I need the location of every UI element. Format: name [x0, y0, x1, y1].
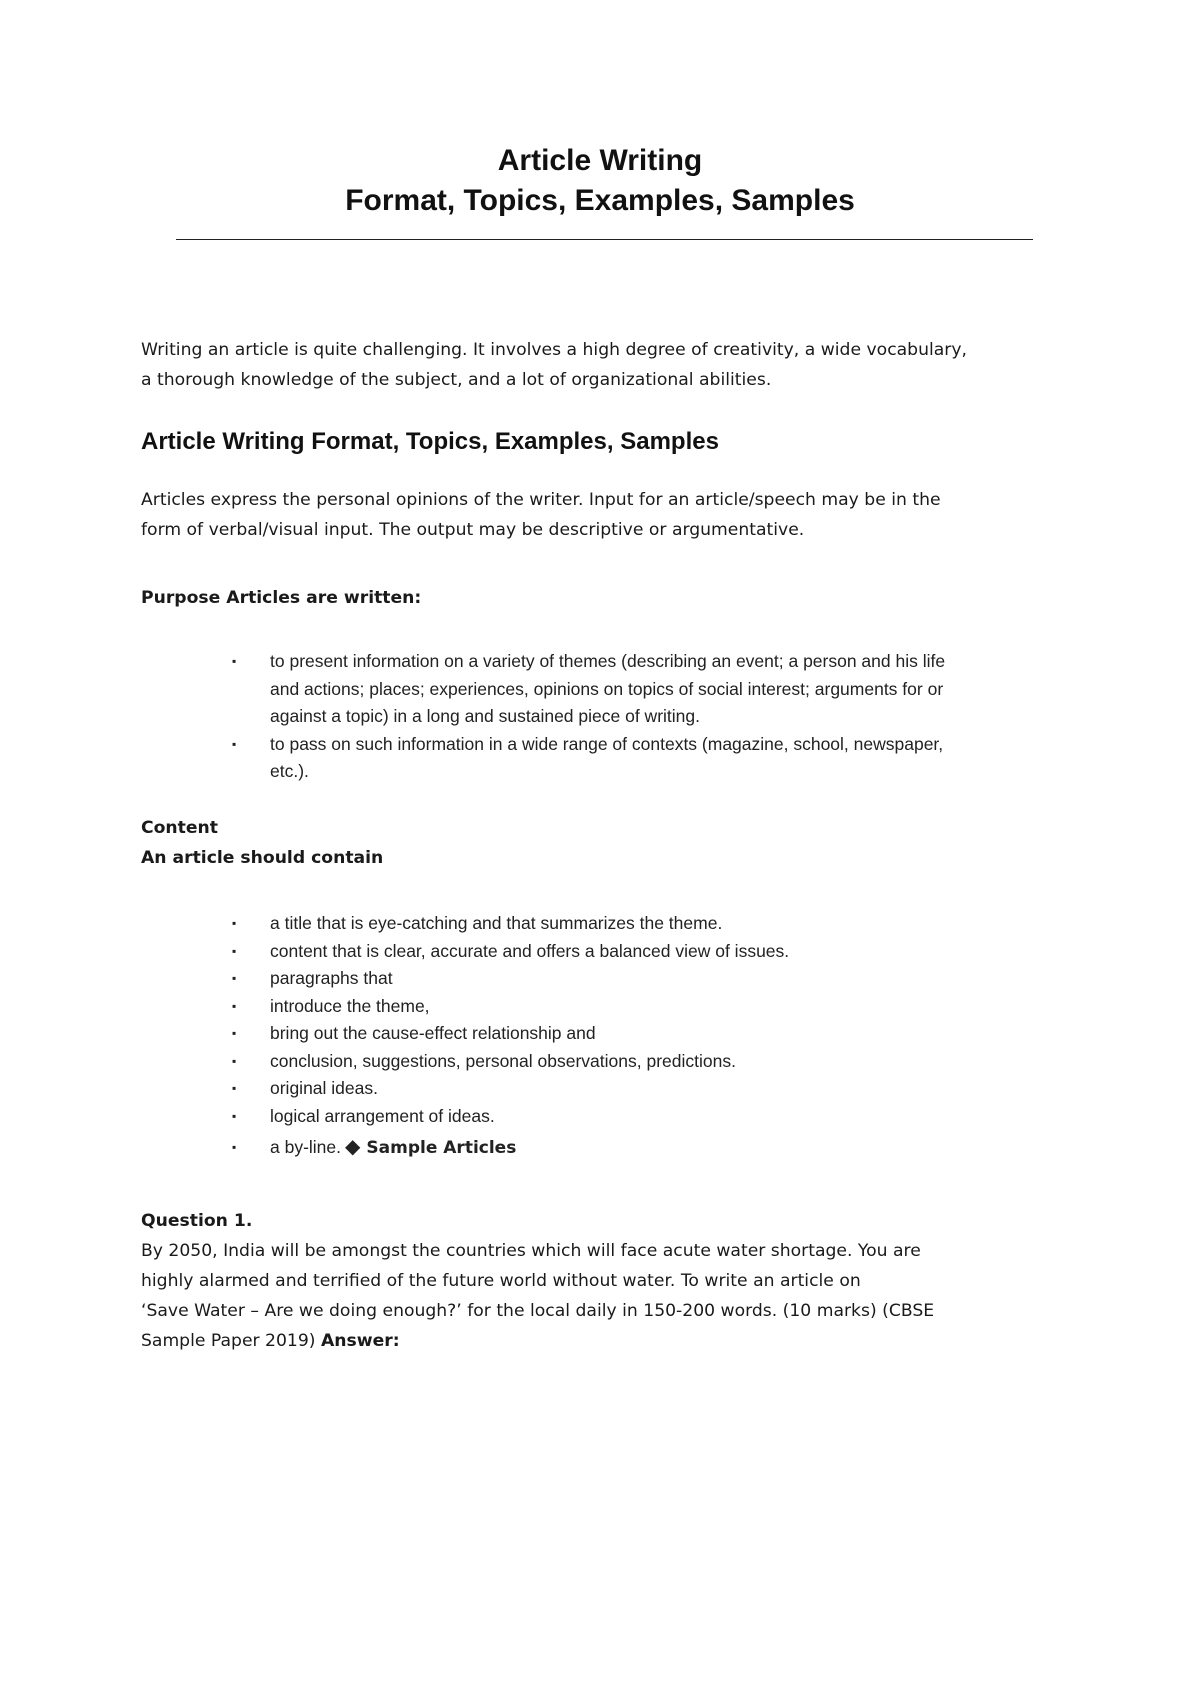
list-item: ▪ conclusion, suggestions, personal observations, predictions. — [232, 1048, 1062, 1076]
description-line-2: form of verbal/visual input. The output may be descriptive or argumentative. — [141, 520, 805, 540]
list-item-continuation: against a topic) in a long and sustained piece of writing. — [270, 706, 700, 726]
list-item: ▪ original ideas. — [232, 1075, 1062, 1103]
bullet-icon: ▪ — [232, 1026, 237, 1040]
answer-label: Answer: — [320, 1331, 400, 1351]
sample-articles-label: Sample Articles — [366, 1138, 517, 1158]
bullet-icon: ▪ — [232, 943, 237, 958]
title-line-2: Format, Topics, Examples, Samples — [345, 184, 855, 217]
list-item: ▪ introduce the theme, — [232, 993, 1062, 1021]
diamond-icon: ◆ — [345, 1136, 361, 1158]
section-heading: Article Writing Format, Topics, Examples, Samples — [141, 428, 719, 455]
contain-heading: An article should contain — [141, 848, 384, 868]
question-line-2: highly alarmed and terrified of the future world without water. To write an article on — [141, 1271, 861, 1291]
bullet-icon: ▪ — [232, 916, 237, 930]
question-line-1: By 2050, India will be amongst the countries which will face acute water shortage. You are — [141, 1241, 921, 1261]
list-item: ▪ a title that is eye-catching and that summarizes the theme. — [232, 910, 1062, 938]
bullet-icon: ▪ — [232, 1108, 237, 1123]
list-item: ▪ paragraphs that — [232, 965, 1062, 993]
bullet-icon: ▪ — [232, 736, 237, 751]
list-item: ▪ bring out the cause-effect relationship and — [232, 1020, 1062, 1048]
title-line-1: Article Writing — [497, 144, 703, 177]
description-line-1: Articles express the personal opinions of the writer. Input for an article/speech may be in the — [141, 490, 941, 510]
question-line-4 — [141, 1326, 1061, 1356]
title-block — [0, 141, 1200, 221]
list-item: ▪ to present information on a variety of themes (describing an event; a person and his life — [232, 648, 1062, 676]
question-label: Question 1. — [141, 1211, 253, 1231]
question-line-4-text: Sample Paper 2019) — [141, 1331, 321, 1351]
contain-list — [232, 910, 1062, 1163]
list-item: ▪ a by-line. ◆ Sample Articles — [232, 1134, 1062, 1163]
bullet-icon: ▪ — [232, 1081, 237, 1095]
intro-line-1: Writing an article is quite challenging. It involves a high degree of creativity, a wide vocabulary, — [141, 340, 967, 360]
question-line-3: ‘Save Water – Are we doing enough?’ for the local daily in 150-200 words. (10 marks) (CBSE — [141, 1301, 935, 1321]
list-item: ▪ logical arrangement of ideas. — [232, 1103, 1062, 1131]
bullet-icon: ▪ — [232, 654, 237, 668]
intro-line-2: a thorough knowledge of the subject, and a lot of organizational abilities. — [141, 370, 772, 390]
list-item: ▪ content that is clear, accurate and offers a balanced view of issues. — [232, 938, 1062, 966]
bullet-icon: ▪ — [232, 971, 237, 985]
purpose-list — [232, 648, 1062, 786]
list-item-continuation: and actions; places; experiences, opinions on topics of social interest; arguments for or — [270, 678, 944, 699]
bullet-icon: ▪ — [232, 998, 237, 1013]
list-item: ▪ to pass on such information in a wide range of contexts (magazine, school, newspaper, — [232, 731, 1062, 759]
bullet-icon: ▪ — [232, 1140, 237, 1154]
list-item-continuation: etc.). — [270, 761, 309, 781]
title-underline — [176, 239, 1033, 240]
content-heading: Content — [141, 818, 218, 838]
purpose-heading: Purpose Articles are written: — [141, 588, 422, 608]
bullet-icon: ▪ — [232, 1053, 237, 1068]
